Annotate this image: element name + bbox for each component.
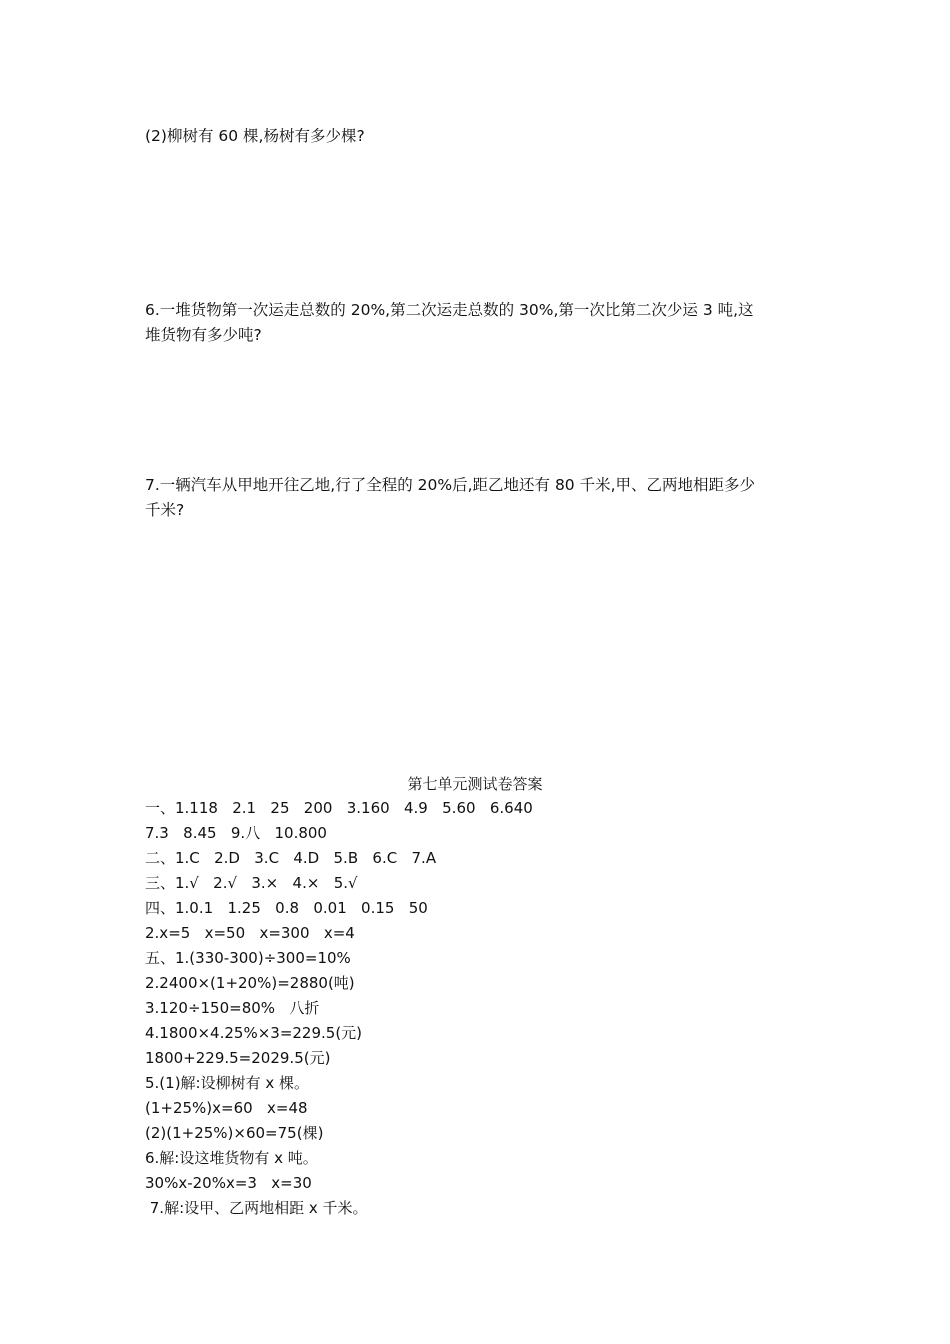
question-7-line-1: 7.一辆汽车从甲地开往乙地,行了全程的 20%后,距乙地还有 80 千米,甲、乙两地相距多少 <box>145 476 756 494</box>
answer-line: 三、1.√ 2.√ 3.× 4.× 5.√ <box>145 874 358 892</box>
answer-line: 2.x=5 x=50 x=300 x=4 <box>145 924 355 942</box>
answer-line: 1800+229.5=2029.5(元) <box>145 1049 331 1067</box>
answer-line: 6.解:设这堆货物有 x 吨。 <box>145 1149 318 1167</box>
answer-line: 四、1.0.1 1.25 0.8 0.01 0.15 50 <box>145 899 428 917</box>
answer-line: 5.(1)解:设柳树有 x 棵。 <box>145 1074 310 1092</box>
answer-line: (1+25%)x=60 x=48 <box>145 1099 308 1117</box>
question-5-part-2: (2)柳树有 60 棵,杨树有多少棵? <box>145 127 365 145</box>
answer-line: 2.2400×(1+20%)=2880(吨) <box>145 974 355 992</box>
question-7-line-2: 千米? <box>145 501 185 519</box>
answer-line: 二、1.C 2.D 3.C 4.D 5.B 6.C 7.A <box>145 849 437 867</box>
question-6-line-2: 堆货物有多少吨? <box>145 326 262 344</box>
answer-key-title: 第七单元测试卷答案 <box>407 775 543 793</box>
question-6-line-1: 6.一堆货物第一次运走总数的 20%,第二次运走总数的 30%,第一次比第二次少运 3 吨,这 <box>145 301 754 319</box>
answer-line: 7.解:设甲、乙两地相距 x 千米。 <box>145 1199 368 1217</box>
answer-line: 五、1.(330-300)÷300=10% <box>145 949 351 967</box>
answer-line: 4.1800×4.25%×3=229.5(元) <box>145 1024 363 1042</box>
answer-line: 7.3 8.45 9.八 10.800 <box>145 824 327 842</box>
answer-line: 30%x-20%x=3 x=30 <box>145 1174 312 1192</box>
answer-line: 一、1.118 2.1 25 200 3.160 4.9 5.60 6.640 <box>145 799 533 817</box>
answer-line: (2)(1+25%)×60=75(棵) <box>145 1124 324 1142</box>
answer-line: 3.120÷150=80% 八折 <box>145 999 320 1017</box>
